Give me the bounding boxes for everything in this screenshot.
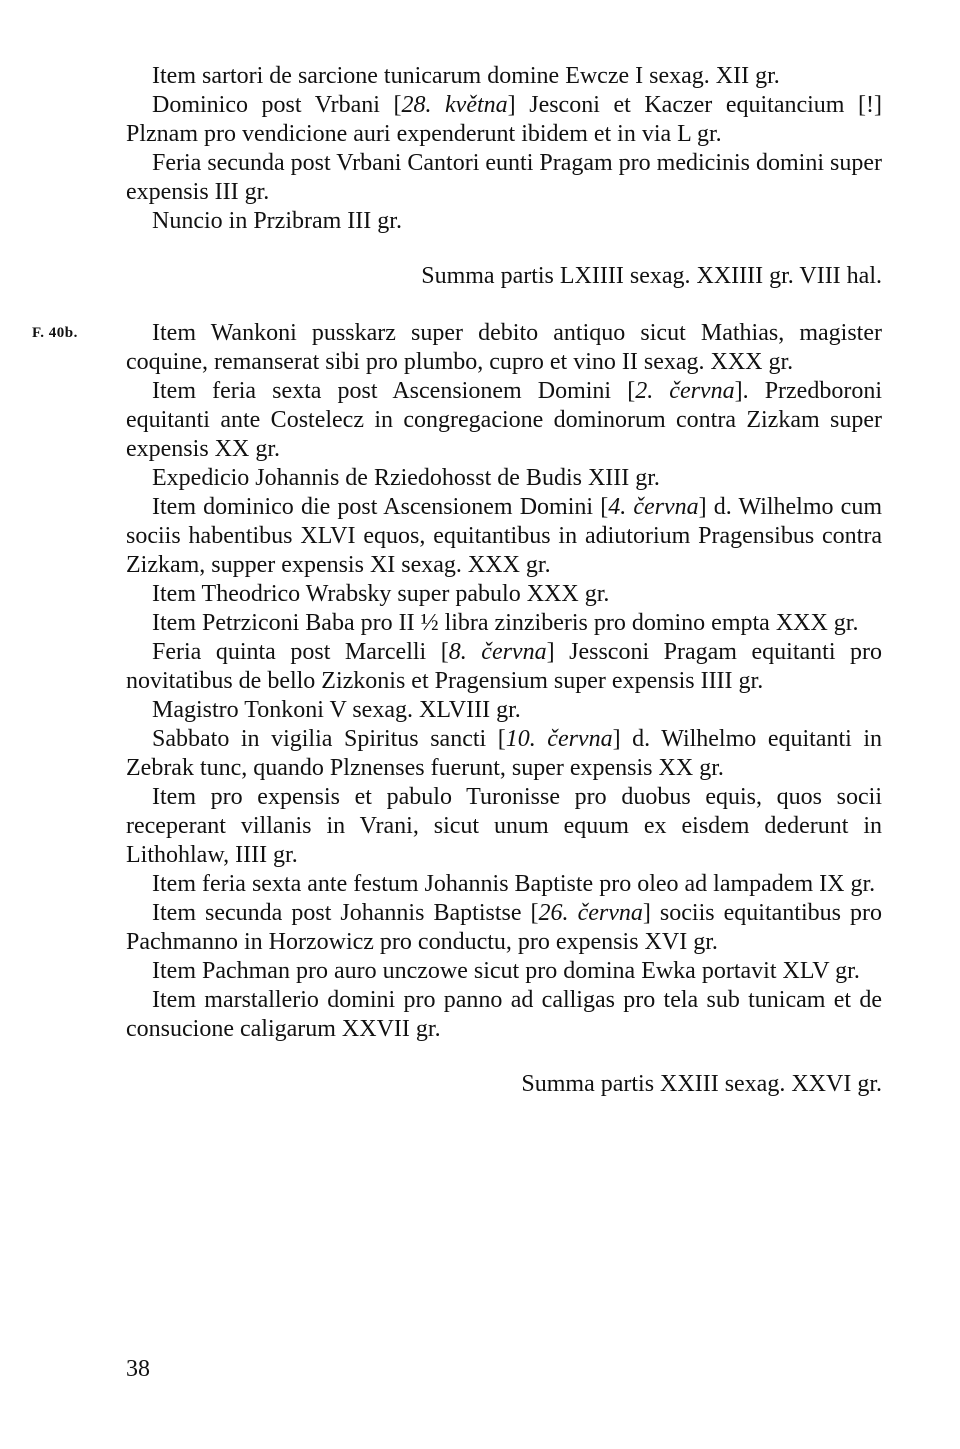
section-b (126, 319, 882, 1044)
entry-paragraph (126, 725, 882, 783)
entry-paragraph (126, 783, 882, 870)
date-gloss: 10. června (505, 726, 613, 752)
entry-text: Item dominico die post Ascensionem Domini [ (152, 494, 609, 520)
summa-partis-1: Summa partis LXIIII sexag. XXIIII gr. VIII hal. (421, 263, 882, 289)
entry-text: Magistro Tonkoni V sexag. XLVIII gr. (152, 697, 521, 723)
entry-paragraph (126, 493, 882, 580)
entry-text: Expedicio Johannis de Rziedohosst de Budis XIII gr. (152, 465, 660, 491)
entry-paragraph (126, 957, 882, 986)
entry-paragraph (126, 207, 882, 236)
entry-text: Item Pachman pro auro unczowe sicut pro domina Ewka portavit XLV gr. (152, 958, 860, 984)
entry-text: Item secunda post Johannis Baptistse [ (152, 900, 539, 926)
entry-text: ] d. Wilhelmo equitanti in Zebrak tunc, quando Plznenses fuerunt, super expensis XX gr. (126, 726, 883, 781)
entry-text: ] Jessconi Pragam equitanti pro novitatibus de bello Zizkonis et Pragensium super expensis IIII gr. (126, 639, 883, 694)
entry-text: Item sartori de sarcione tunicarum domine Ewcze I sexag. XII gr. (152, 63, 780, 89)
entry-paragraph (126, 870, 882, 899)
date-gloss: 8. června (448, 639, 547, 665)
entry-text: Item Wankoni pusskarz super debito antiquo sicut Mathias, magister coquine, remanserat sibi pro plumbo, cupro et vino II sexag. XXX gr. (126, 320, 882, 375)
entry-text: Nuncio in Przibram III gr. (152, 208, 402, 234)
entry-text: Item feria sexta ante festum Johannis Baptiste pro oleo ad lampadem IX gr. (152, 871, 876, 897)
entry-paragraph (126, 609, 882, 638)
entry-paragraph (126, 696, 882, 725)
entry-paragraph (126, 986, 882, 1044)
folio-marker: F. 40b. (32, 325, 78, 341)
folio-block (32, 319, 883, 1044)
entry-text: Item marstallerio domini pro panno ad calligas pro tela sub tunicam et de consucione caligarum XXVII gr. (126, 987, 882, 1042)
entry-paragraph (126, 62, 882, 91)
entry-paragraph (126, 91, 882, 149)
entry-text: ]. Przedboroni equitanti ante Costelecz in congregacione dominorum contra Zizkam super expensis XX gr. (126, 378, 882, 462)
date-gloss: 26. června (538, 900, 643, 926)
date-gloss: 2. června (635, 378, 735, 404)
entry-paragraph (126, 149, 882, 207)
entry-text: Item pro expensis et pabulo Turonisse pro duobus equis, quos socii receperant villanis in Vrani, sicut unum equum ex eisdem dederunt in Lithohlaw, IIII gr. (126, 784, 882, 868)
entry-paragraph (126, 899, 882, 957)
date-gloss: 4. června (608, 494, 699, 520)
entry-text: Sabbato in vigilia Spiritus sancti [ (152, 726, 506, 752)
entry-paragraph (126, 464, 882, 493)
entry-text: Dominico post Vrbani [ (152, 92, 402, 118)
page-number: 38 (126, 1356, 150, 1382)
entry-text: Item Theodrico Wrabsky super pabulo XXX gr. (152, 581, 610, 607)
entry-paragraph (126, 377, 882, 464)
entry-text: Feria quinta post Marcelli [ (152, 639, 449, 665)
entry-text: Item Petrziconi Baba pro II ½ libra zinziberis pro domino empta XXX gr. (152, 610, 859, 636)
date-gloss: 28. května (401, 92, 508, 118)
entry-text: Feria secunda post Vrbani Cantori eunti Pragam pro medicinis domini super expensis III gr. (126, 150, 882, 205)
entry-paragraph (126, 580, 882, 609)
page-body (32, 62, 883, 1099)
section-a (126, 62, 882, 236)
entry-text: ] sociis equitantibus pro Pachmanno in Horzowicz pro conductu, pro expensis XVI gr. (126, 900, 883, 955)
entry-paragraph (126, 638, 882, 696)
entry-paragraph (126, 319, 882, 377)
entry-text: ] Jesconi et Kaczer equitancium [!] Plznam pro vendicione auri expenderunt ibidem et in via L gr. (126, 92, 883, 147)
entry-text: ] d. Wilhelmo cum sociis habentibus XLVI equos, equitantibus in adiutorium Pragensibus contra Zizkam, supper expensis XI sexag. XXX gr. (126, 494, 882, 578)
entry-text: Item feria sexta post Ascensionem Domini [ (152, 378, 636, 404)
summa-partis-2: Summa partis XXIII sexag. XXVI gr. (521, 1071, 882, 1097)
